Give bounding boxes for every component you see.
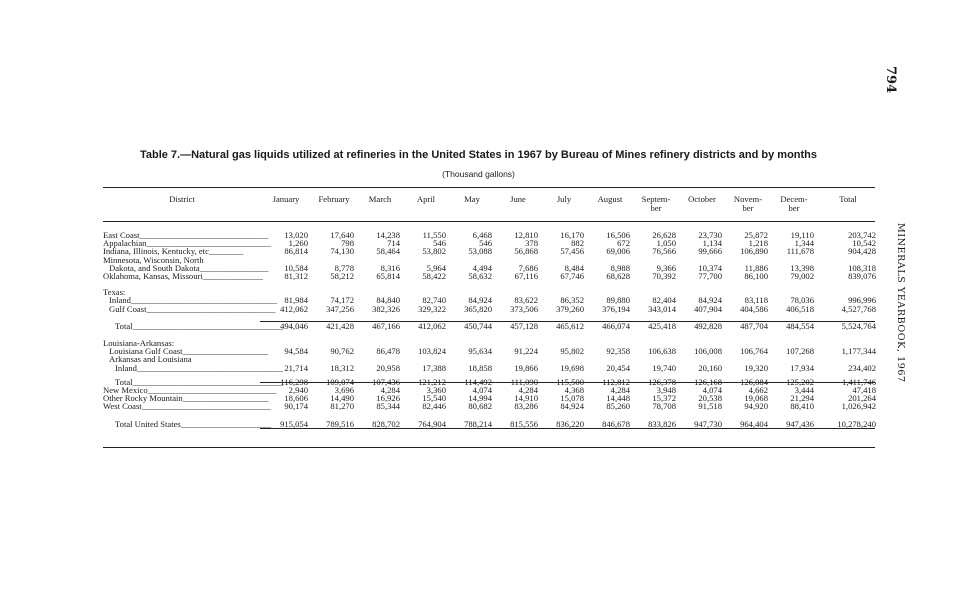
col-header: District <box>169 194 195 204</box>
month-value-cell: 81,312 <box>284 271 308 282</box>
month-value-cell: 407,904 <box>694 303 722 314</box>
month-value-cell: 67,746 <box>560 271 584 282</box>
month-value-cell: 7,686 <box>518 262 538 273</box>
month-value-cell: 947,730 <box>694 418 722 429</box>
month-value-cell: 121,212 <box>418 376 446 387</box>
month-value-cell: 376,194 <box>602 303 630 314</box>
leader-dots: ____________________ <box>182 346 269 357</box>
row-oklahoma-kansas-missouri <box>103 272 879 280</box>
row-label: West Coast______________________________ <box>103 401 271 412</box>
month-value-cell: 9,366 <box>656 262 676 273</box>
month-value-cell: 18,858 <box>468 362 492 373</box>
month-value-cell: 492,828 <box>694 320 722 331</box>
month-value-cell: 815,556 <box>510 418 538 429</box>
month-value-cell: 88,410 <box>790 401 814 412</box>
month-value-cell: 82,740 <box>422 295 446 306</box>
month-value-cell: 546 <box>433 238 446 249</box>
total-cell: 234,402 <box>848 362 876 373</box>
row-label: Dakota, and South Dakota________________ <box>109 262 269 273</box>
leader-dots: ___________________________________ <box>132 376 283 387</box>
month-value-cell: 20,958 <box>376 362 400 373</box>
month-value-cell: 947,436 <box>786 418 814 429</box>
total-cell: 996,996 <box>848 295 876 306</box>
month-value-cell: 546 <box>479 238 492 249</box>
month-value-cell: 125,202 <box>786 376 814 387</box>
month-value-cell: 81,270 <box>330 401 354 412</box>
month-value-cell: 16,506 <box>606 230 630 240</box>
row-label: Arkansas and Louisiana <box>109 354 192 365</box>
month-value-cell: 846,678 <box>602 418 630 429</box>
month-value-cell: 4,368 <box>564 385 584 396</box>
row-label: Gulf Coast______________________________ <box>109 303 276 314</box>
month-value-cell: 8,484 <box>564 262 584 273</box>
month-value-cell: 494,046 <box>280 320 308 331</box>
row-label: Minnesota, Wisconsin, North <box>103 254 204 265</box>
month-value-cell: 425,418 <box>648 320 676 331</box>
col-header: January <box>272 194 300 204</box>
month-value-cell: 3,696 <box>334 385 354 396</box>
month-value-cell: 115,500 <box>556 376 584 387</box>
month-value-cell: 83,118 <box>744 295 768 306</box>
month-value-cell: 106,890 <box>740 246 768 257</box>
month-value-cell: 58,464 <box>376 246 400 257</box>
row-label: Inland__________________________________ <box>109 295 278 306</box>
total-cell: 10,278,240 <box>837 418 876 429</box>
month-value-cell: 8,316 <box>380 262 400 273</box>
month-value-cell: 94,584 <box>284 346 308 357</box>
month-value-cell: 10,584 <box>284 262 308 273</box>
month-value-cell: 4,494 <box>472 262 492 273</box>
col-header: April <box>416 194 436 204</box>
month-value-cell: 25,872 <box>744 230 768 240</box>
month-value-cell: 964,404 <box>740 418 768 429</box>
month-value-cell: 86,352 <box>560 295 584 306</box>
month-value-cell: 3,444 <box>794 385 814 396</box>
month-value-cell: 17,934 <box>790 362 814 373</box>
month-value-cell: 19,320 <box>744 362 768 373</box>
total-cell: 10,542 <box>852 238 876 249</box>
bottom-rule <box>103 447 875 448</box>
month-value-cell: 106,638 <box>648 346 676 357</box>
subtotal-rule <box>260 382 875 383</box>
leader-dots: ____________________ <box>182 393 269 404</box>
month-value-cell: 18,312 <box>330 362 354 373</box>
month-value-cell: 11,886 <box>744 262 768 273</box>
month-value-cell: 20,454 <box>606 362 630 373</box>
leader-dots: _____________________________ <box>146 238 272 249</box>
month-value-cell: 15,540 <box>422 393 446 404</box>
col-header: Novem- ber <box>733 194 763 213</box>
row-label: Other Rocky Mountain____________________ <box>103 393 269 404</box>
month-value-cell: 78,036 <box>790 295 814 306</box>
total-cell: 1,026,942 <box>841 401 876 412</box>
month-value-cell: 382,326 <box>372 303 400 314</box>
col-header: February <box>318 194 350 204</box>
row-indiana-illinois-kentucky <box>103 247 879 255</box>
total-cell: 1,177,344 <box>841 346 876 357</box>
total-cell: 839,076 <box>848 271 876 282</box>
month-value-cell: 836,220 <box>556 418 584 429</box>
col-header: June <box>510 194 526 204</box>
month-value-cell: 17,640 <box>330 230 354 240</box>
month-value-cell: 915,054 <box>280 418 308 429</box>
header-row <box>103 193 879 231</box>
month-value-cell: 5,964 <box>426 262 446 273</box>
row-west-coast <box>103 402 879 410</box>
row-label: Total United States_____________________ <box>115 418 271 429</box>
top-rule <box>103 187 875 188</box>
row-label: Appalachian_____________________________ <box>103 238 272 249</box>
month-value-cell: 788,214 <box>464 418 492 429</box>
month-value-cell: 12,810 <box>514 230 538 240</box>
month-value-cell: 4,284 <box>380 385 400 396</box>
month-value-cell: 84,924 <box>560 401 584 412</box>
row-label: Louisiana-Arkansas: <box>103 338 175 349</box>
month-value-cell: 421,428 <box>326 320 354 331</box>
col-header: October <box>688 194 716 204</box>
month-value-cell: 19,110 <box>790 230 814 240</box>
month-value-cell: 111,678 <box>786 246 814 257</box>
month-value-cell: 14,910 <box>514 393 538 404</box>
month-value-cell: 3,360 <box>426 385 446 396</box>
month-value-cell: 90,762 <box>330 346 354 357</box>
month-value-cell: 404,586 <box>740 303 768 314</box>
month-value-cell: 4,284 <box>610 385 630 396</box>
data-table <box>103 193 879 431</box>
leader-dots: ______________________________ <box>147 385 277 396</box>
month-value-cell: 16,926 <box>376 393 400 404</box>
month-value-cell: 406,518 <box>786 303 814 314</box>
page-number: 794 <box>883 66 898 94</box>
month-value-cell: 103,824 <box>418 346 446 357</box>
month-value-cell: 74,130 <box>330 246 354 257</box>
month-value-cell: 20,160 <box>698 362 722 373</box>
month-value-cell: 106,764 <box>740 346 768 357</box>
col-header: March <box>368 194 392 204</box>
month-value-cell: 84,924 <box>468 295 492 306</box>
month-value-cell: 21,714 <box>284 362 308 373</box>
month-value-cell: 91,224 <box>514 346 538 357</box>
month-value-cell: 82,404 <box>652 295 676 306</box>
month-value-cell: 90,174 <box>284 401 308 412</box>
month-value-cell: 4,074 <box>472 385 492 396</box>
leader-dots: ______________ <box>202 271 263 282</box>
month-value-cell: 487,704 <box>740 320 768 331</box>
month-value-cell: 19,866 <box>514 362 538 373</box>
month-value-cell: 86,478 <box>376 346 400 357</box>
month-value-cell: 84,924 <box>698 295 722 306</box>
month-value-cell: 58,632 <box>468 271 492 282</box>
month-value-cell: 85,260 <box>606 401 630 412</box>
spacer-cell <box>103 280 879 288</box>
month-value-cell: 81,984 <box>284 295 308 306</box>
month-value-cell: 1,344 <box>794 238 814 249</box>
month-value-cell: 15,078 <box>560 393 584 404</box>
month-value-cell: 8,778 <box>334 262 354 273</box>
month-value-cell: 14,238 <box>376 230 400 240</box>
month-value-cell: 112,812 <box>602 376 630 387</box>
leader-dots: ______________________________ <box>146 303 276 314</box>
month-value-cell: 13,020 <box>284 230 308 240</box>
total-cell: 904,428 <box>848 246 876 257</box>
month-value-cell: 83,286 <box>514 401 538 412</box>
row-label: Total___________________________________ <box>115 376 283 387</box>
row-label: Oklahoma, Kansas, Missouri______________ <box>103 271 263 282</box>
col-header: May <box>464 194 480 204</box>
month-value-cell: 466,074 <box>602 320 630 331</box>
month-value-cell: 126,168 <box>694 376 722 387</box>
month-value-cell: 1,260 <box>288 238 308 249</box>
month-value-cell: 95,802 <box>560 346 584 357</box>
month-value-cell: 19,698 <box>560 362 584 373</box>
leader-dots: ______________________________ <box>141 401 271 412</box>
row-label: Inland__________________________________ <box>115 362 284 373</box>
total-cell: 5,524,764 <box>841 320 876 331</box>
month-value-cell: 457,128 <box>510 320 538 331</box>
month-value-cell: 764,904 <box>418 418 446 429</box>
month-value-cell: 94,920 <box>744 401 768 412</box>
total-cell: 1,411,746 <box>841 376 876 387</box>
total-rule <box>260 428 875 429</box>
month-value-cell: 53,088 <box>468 246 492 257</box>
month-value-cell: 16,170 <box>560 230 584 240</box>
month-value-cell: 111,090 <box>510 376 538 387</box>
month-value-cell: 378 <box>525 238 538 249</box>
month-value-cell: 67,116 <box>514 271 538 282</box>
month-value-cell: 484,554 <box>786 320 814 331</box>
month-value-cell: 4,662 <box>748 385 768 396</box>
month-value-cell: 329,322 <box>418 303 446 314</box>
row-arkansas-louisiana-inland <box>103 364 879 372</box>
month-value-cell: 467,166 <box>372 320 400 331</box>
month-value-cell: 19,740 <box>652 362 676 373</box>
month-value-cell: 69,006 <box>606 246 630 257</box>
leader-dots: ________ <box>208 246 244 257</box>
month-value-cell: 343,014 <box>648 303 676 314</box>
month-value-cell: 91,518 <box>698 401 722 412</box>
month-value-cell: 450,744 <box>464 320 492 331</box>
leader-dots: ___________________________________ <box>132 320 283 331</box>
month-value-cell: 20,538 <box>698 393 722 404</box>
month-value-cell: 80,682 <box>468 401 492 412</box>
month-value-cell: 412,062 <box>418 320 446 331</box>
month-value-cell: 107,268 <box>786 346 814 357</box>
month-value-cell: 86,814 <box>284 246 308 257</box>
month-value-cell: 53,802 <box>422 246 446 257</box>
total-cell: 4,527,768 <box>841 303 876 314</box>
total-cell: 203,742 <box>848 230 876 240</box>
month-value-cell: 114,492 <box>464 376 492 387</box>
month-value-cell: 57,456 <box>560 246 584 257</box>
month-value-cell: 373,506 <box>510 303 538 314</box>
month-value-cell: 833,826 <box>648 418 676 429</box>
month-value-cell: 17,388 <box>422 362 446 373</box>
table-title: Table 7.—Natural gas liquids utilized at refineries in the United States in 1967 by Bureau of Mines refinery districts and by months <box>139 149 818 161</box>
month-value-cell: 83,622 <box>514 295 538 306</box>
month-value-cell: 1,050 <box>656 238 676 249</box>
month-value-cell: 79,002 <box>790 271 814 282</box>
row-label: Louisiana Gulf Coast____________________ <box>109 346 269 357</box>
month-value-cell: 85,344 <box>376 401 400 412</box>
month-value-cell: 19,068 <box>744 393 768 404</box>
month-value-cell: 58,422 <box>422 271 446 282</box>
month-value-cell: 68,628 <box>606 271 630 282</box>
month-value-cell: 6,468 <box>472 230 492 240</box>
col-header: July <box>556 194 572 204</box>
month-value-cell: 89,880 <box>606 295 630 306</box>
month-value-cell: 465,612 <box>556 320 584 331</box>
month-value-cell: 1,218 <box>748 238 768 249</box>
month-value-cell: 23,730 <box>698 230 722 240</box>
month-value-cell: 8,988 <box>610 262 630 273</box>
month-value-cell: 92,358 <box>606 346 630 357</box>
month-value-cell: 798 <box>341 238 354 249</box>
month-value-cell: 76,566 <box>652 246 676 257</box>
month-value-cell: 70,392 <box>652 271 676 282</box>
month-value-cell: 95,634 <box>468 346 492 357</box>
month-value-cell: 18,606 <box>284 393 308 404</box>
month-value-cell: 882 <box>571 238 584 249</box>
month-value-cell: 2,940 <box>288 385 308 396</box>
row-label: Total___________________________________ <box>115 320 283 331</box>
col-header: August <box>597 194 623 204</box>
row-label: New Mexico______________________________ <box>103 385 277 396</box>
month-value-cell: 1,134 <box>702 238 722 249</box>
month-value-cell: 15,372 <box>652 393 676 404</box>
month-value-cell: 14,490 <box>330 393 354 404</box>
row-label: Indiana, Illinois, Kentucky, etc________ <box>103 246 244 257</box>
spacer-row <box>103 280 879 288</box>
month-value-cell: 58,212 <box>330 271 354 282</box>
month-value-cell: 14,994 <box>468 393 492 404</box>
total-cell: 108,318 <box>848 262 876 273</box>
month-value-cell: 379,260 <box>556 303 584 314</box>
subtotal-rule <box>260 321 875 322</box>
month-value-cell: 828,702 <box>372 418 400 429</box>
month-value-cell: 21,294 <box>790 393 814 404</box>
month-value-cell: 78,708 <box>652 401 676 412</box>
month-value-cell: 789,516 <box>326 418 354 429</box>
leader-dots: ________________ <box>199 262 269 273</box>
leader-dots: __________________________________ <box>130 295 278 306</box>
month-value-cell: 77,700 <box>698 271 722 282</box>
total-cell: 47,418 <box>852 385 876 396</box>
col-header: Septem- ber <box>641 194 671 213</box>
month-value-cell: 26,628 <box>652 230 676 240</box>
month-value-cell: 10,374 <box>698 262 722 273</box>
month-value-cell: 82,446 <box>422 401 446 412</box>
month-value-cell: 13,398 <box>790 262 814 273</box>
row-label: East Coast______________________________ <box>103 230 269 240</box>
col-header: Total <box>839 194 857 204</box>
month-value-cell: 4,284 <box>518 385 538 396</box>
table-subtitle: (Thousand gallons) <box>442 169 515 179</box>
row-louisiana-gulf-coast <box>103 347 879 355</box>
month-value-cell: 126,084 <box>740 376 768 387</box>
month-value-cell: 126,378 <box>648 376 676 387</box>
month-value-cell: 106,008 <box>694 346 722 357</box>
month-value-cell: 11,550 <box>422 230 446 240</box>
running-head: MINERALS YEARBOOK, 1967 <box>895 223 906 383</box>
leader-dots: __________________________________ <box>136 362 284 373</box>
month-value-cell: 714 <box>387 238 400 249</box>
month-value-cell: 3,948 <box>656 385 676 396</box>
month-value-cell: 65,814 <box>376 271 400 282</box>
month-value-cell: 86,100 <box>744 271 768 282</box>
row-label: Texas: <box>103 287 126 298</box>
month-value-cell: 99,666 <box>698 246 722 257</box>
month-value-cell: 365,820 <box>464 303 492 314</box>
leader-dots: _____________________ <box>180 418 271 429</box>
month-value-cell: 672 <box>617 238 630 249</box>
leader-dots: ______________________________ <box>139 230 269 240</box>
month-value-cell: 74,172 <box>330 295 354 306</box>
month-value-cell: 14,448 <box>606 393 630 404</box>
month-value-cell: 116,298 <box>280 376 308 387</box>
month-value-cell: 56,868 <box>514 246 538 257</box>
month-value-cell: 4,074 <box>702 385 722 396</box>
month-value-cell: 347,256 <box>326 303 354 314</box>
total-cell: 201,264 <box>848 393 876 404</box>
row-texas-gulf-coast <box>103 305 879 313</box>
col-header: Decem- ber <box>780 194 808 213</box>
month-value-cell: 412,062 <box>280 303 308 314</box>
month-value-cell: 107,436 <box>372 376 400 387</box>
month-value-cell: 84,840 <box>376 295 400 306</box>
month-value-cell: 109,074 <box>326 376 354 387</box>
